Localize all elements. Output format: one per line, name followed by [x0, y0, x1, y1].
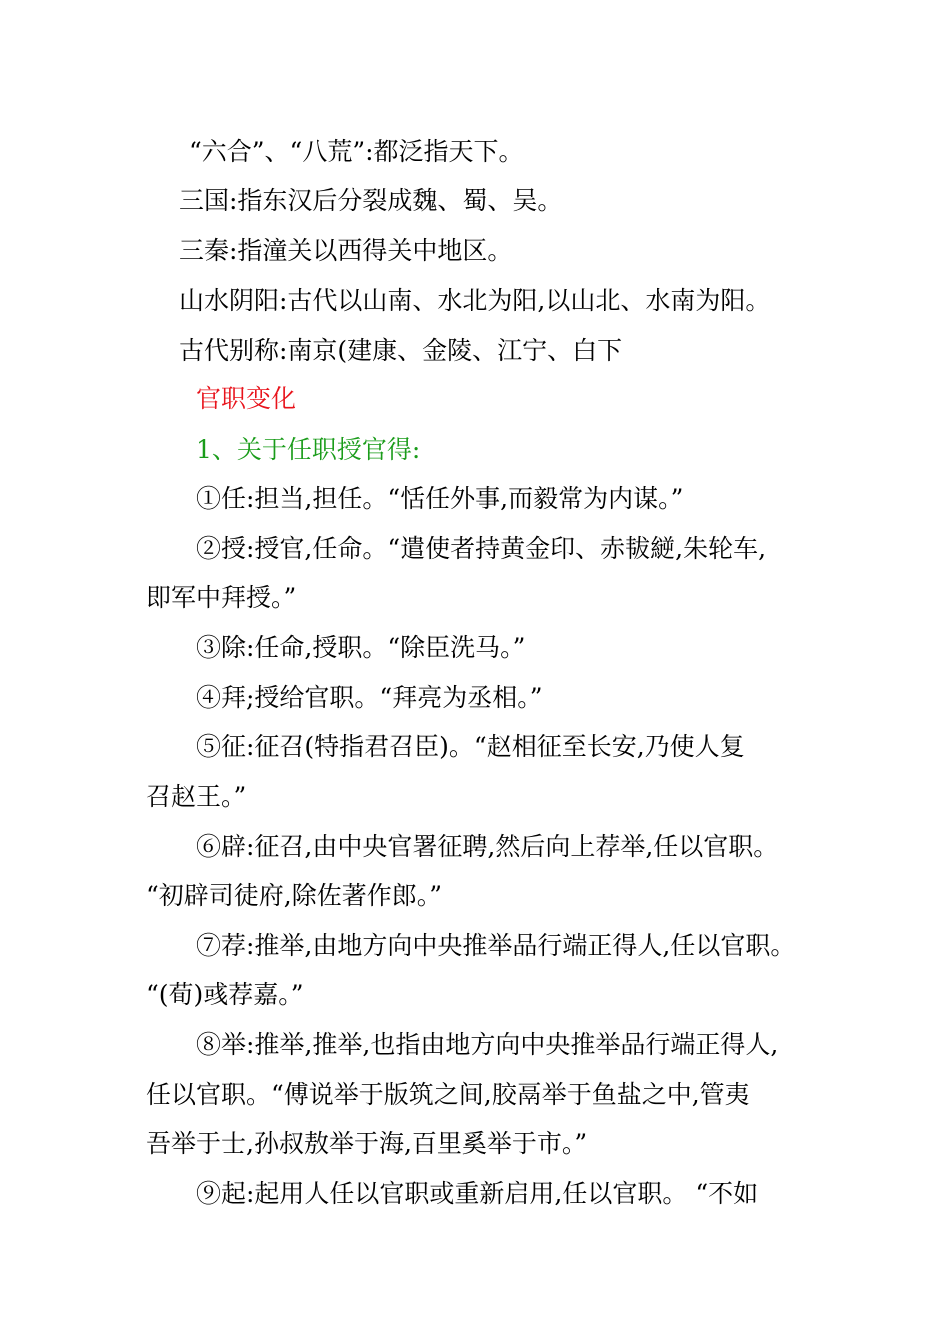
- line-shanshui-yinyang: 山水阴阳:古代以山南、水北为阳,以山北、水南为阳。: [179, 286, 771, 315]
- section-heading: 官职变化: [196, 384, 297, 413]
- entry-zheng: ⑤征:征召(特指君召臣)。“赵相征至长安,乃使人复: [196, 732, 745, 761]
- entry-bai: ④拜;授给官职。“拜亮为丞相。”: [196, 683, 543, 712]
- entry-jian: ⑦荐:推举,由地方向中央推举品行端正得人,任以官职。: [196, 931, 796, 960]
- entry-bi-cont: “初辟司徒府,除佐著作郎。”: [146, 881, 443, 910]
- line-gudai-biecheng: 古代别称:南京(建康、金陵、江宁、白下: [179, 336, 623, 365]
- entry-shou: ②授:授官,任命。“遣使者持黄金印、赤韨縌,朱轮车,: [196, 534, 767, 563]
- line-sanqin: 三秦:指潼关以西得关中地区。: [179, 236, 513, 265]
- entry-ren: ①任:担当,担任。“恬任外事,而毅常为内谋。”: [196, 484, 684, 513]
- line-sanguo: 三国:指东汉后分裂成魏、蜀、吴。: [179, 186, 563, 215]
- entry-bi: ⑥辟:征召,由中央官署征聘,然后向上荐举,任以官职。: [196, 832, 779, 861]
- subsection-heading: 1、关于任职授官得:: [196, 435, 421, 464]
- entry-ju: ⑧举:推举,推举,也指由地方向中央推举品行端正得人,: [196, 1030, 779, 1059]
- entry-shou-cont: 即军中拜授。”: [146, 583, 297, 612]
- entry-ju-cont-2: 吾举于士,孙叔敖举于海,百里奚举于市。”: [146, 1129, 588, 1158]
- entry-qi: ⑨起:起用人任以官职或重新启用,任以官职。 “不如: [196, 1179, 759, 1208]
- entry-jian-cont: “(荀)彧荐嘉。”: [146, 980, 304, 1009]
- entry-zheng-cont: 召赵王。”: [146, 782, 247, 811]
- line-liuhe-bahuang: “六合”、“八荒”:都泛指天下。: [189, 137, 524, 166]
- entry-chu: ③除:任命,授职。“除臣洗马。”: [196, 633, 526, 662]
- entry-ju-cont-1: 任以官职。“傅说举于版筑之间,胶鬲举于鱼盐之中,管夷: [146, 1080, 750, 1109]
